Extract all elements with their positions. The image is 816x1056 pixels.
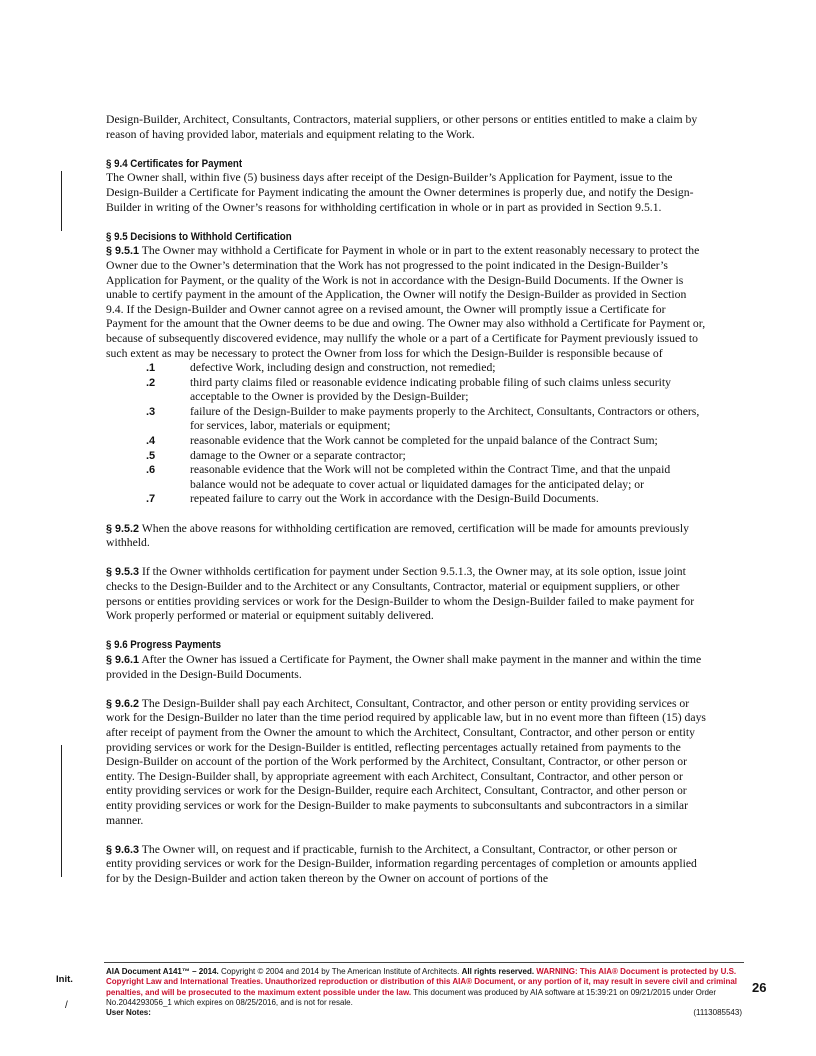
document-body xyxy=(106,113,706,886)
warning-text: WARNING: This AIA® Document is protected by U.S. Copyright Law and International Treaties. Unauthorized reproduction or distribution of this AIA® Document, or any portion of it, may result in severe civil and criminal penalties, and will be prosecuted to the maximum extent possible under the law. xyxy=(106,967,738,997)
withhold-reasons-list xyxy=(106,361,706,507)
list-item: .3 failure of the Design-Builder to make payments properly to the Architect, Consultants, Contractors or others, for services, labor, materials or equipment; xyxy=(146,404,700,433)
paragraph: § 9.5.3 If the Owner withholds certification for payment under Section 9.5.1.3, the Owner may, at its sole option, issue joint checks to the Design-Builder and to the Architect or any Consultants, Contractor, material or equipment suppliers, or other persons or entities providing services or work for the Design-Builder to whom the Design-Builder failed to make payment for Work properly performed or material or equipment suitably delivered. xyxy=(106,565,695,623)
paragraph: § 9.6.1 After the Owner has issued a Certificate for Payment, the Owner shall make payment in the manner and within the time provided in the Design-Build Documents. xyxy=(106,652,702,681)
list-item: .1 defective Work, including design and construction, not remedied; xyxy=(146,361,496,375)
list-item: .2 third party claims filed or reasonable evidence indicating probable filing of such claims unless security acceptable to the Owner is provided by the Design-Builder; xyxy=(146,375,671,404)
section-heading: § 9.6 Progress Payments xyxy=(106,639,222,652)
user-notes-label: User Notes: xyxy=(106,1008,151,1018)
list-item: .4 reasonable evidence that the Work cannot be completed for the unpaid balance of the Contract Sum; xyxy=(146,434,658,448)
list-item: .5 damage to the Owner or a separate contractor; xyxy=(146,448,406,462)
revision-bar xyxy=(61,171,62,231)
paragraph: § 9.5.1 The Owner may withhold a Certificate for Payment in whole or in part to the extent reasonably necessary to protect the Owner due to the Owner’s determination that the Work has not progressed to the point indicated in the Design-Builder’s Application for Payment, or the quality of the Work is not in accordance with the Design-Build Documents. If the Owner is unable to certify payment in the amount of the Application, the Owner will notify the Design-Builder as provided in Section 9.4. If the Design-Builder and Owner cannot agree on a revised amount, the Owner will promptly issue a Certificate for Payment for the amount that the Owner deems to be due and owing. The Owner may also withhold a Certificate for Payment or, because of subsequently discovered evidence, may nullify the whole or a part of a Certificate for Payment previously issued to such extent as may be necessary to protect the Owner from loss for which the Design-Builder is responsible because of xyxy=(106,244,706,360)
list-item: .7 repeated failure to carry out the Work in accordance with the Design-Build Documents. xyxy=(146,492,599,506)
order-code: (1113085543) xyxy=(693,1008,742,1018)
user-notes-row xyxy=(106,1008,742,1018)
footer-divider xyxy=(104,962,744,963)
paragraph: The Owner shall, within five (5) business days after receipt of the Design-Builder’s Application for Payment, issue to the Design-Builder a Certificate for Payment indicating the amount the Owner determines is properly due, and notify the Design-Builder in writing of the Owner’s reasons for withholding certification in whole or in part as provided in Section 9.5.1. xyxy=(106,171,694,214)
page-number: 26 xyxy=(752,980,767,995)
paragraph: § 9.6.2 The Design-Builder shall pay each Architect, Consultant, Contractor, and other person or entity providing services or work for the Design-Builder no later than the time period required by applicable law, but in no event more than fifteen (15) days after receipt of payment from the Owner the amount to which the Architect, Consultant, Contractor, and other person or entity providing services or work for the Design-Builder is entitled, reflecting percentages actually retained from payments to the Design-Builder on account of the portion of the Work performed by the Architect, Consultant, Contractor, or other person or entity. The Design-Builder shall, by appropriate agreement with each Architect, Consultant, Contractor, and other person or entity providing services or work for the Design-Builder, require each Architect, Consultant, Contractor, and other person or entity providing services or work for the Design-Builder to make payments to subconsultants and subcontractors in a similar manner. xyxy=(106,696,706,827)
initials-slash: / xyxy=(65,1000,68,1011)
paragraph: § 9.6.3 The Owner will, on request and if practicable, furnish to the Architect, a Consultant, Contractor, or other person or entity providing services or work for the Design-Builder, information regarding percentages of completion or amounts applied for by the Design-Builder and action taken thereon by the Owner on account of portions of the xyxy=(106,842,697,885)
section-heading: § 9.4 Certificates for Payment xyxy=(106,157,243,170)
rights-text: All rights reserved. xyxy=(461,967,535,976)
initials-label: Init. xyxy=(56,974,73,985)
section-heading: § 9.5 Decisions to Withhold Certification xyxy=(106,230,292,243)
revision-bar xyxy=(61,745,62,877)
produced-text: This document was produced by AIA software at 15:39:21 on 09/21/2015 under Order No.2044293056_1 which expires on 08/25/2016, and is not for resale. xyxy=(106,987,717,1007)
list-item: .6 reasonable evidence that the Work will not be completed within the Contract Time, and that the unpaid balance would not be adequate to cover actual or liquidated damages for the anticipated delay; or xyxy=(146,463,671,491)
copyright-text: Copyright © 2004 and 2014 by The American Institute of Architects. xyxy=(221,967,460,976)
paragraph: § 9.5.2 When the above reasons for withholding certification are removed, certification will be made for amounts previously withheld. xyxy=(106,521,689,550)
copyright-footer xyxy=(106,967,742,1018)
paragraph: Design-Builder, Architect, Consultants, Contractors, material suppliers, or other persons or entities entitled to make a claim by reason of having provided labor, materials and equipment relating to the Work. xyxy=(106,113,698,141)
document-title: AIA Document A141™ – 2014. xyxy=(106,967,219,976)
